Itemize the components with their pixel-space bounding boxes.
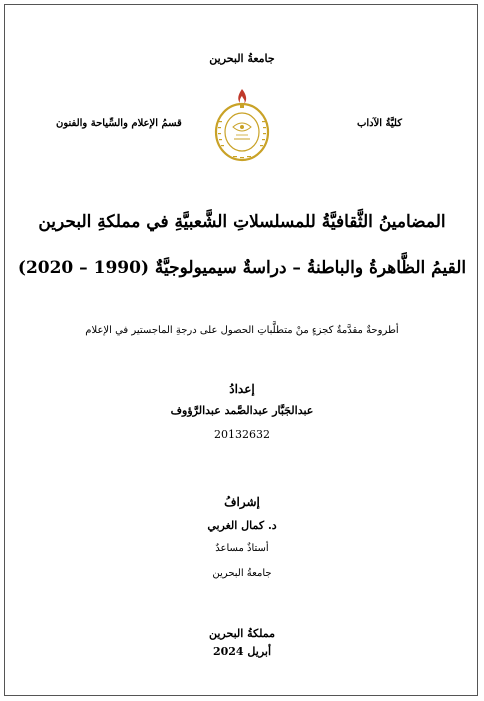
college-name: كليَّةُ الآداب [356,118,402,129]
author-name: عبدالجَبَّار عبدالصَّمد عبدالرَّؤوف [170,404,314,417]
university-name: جامعةُ البحرين [209,52,275,65]
department-name: قسمُ الإعلام والسِّياحة والفنون [56,118,182,129]
submission-date: أبريل 2024 [212,645,272,658]
thesis-title-line-2: القيمُ الظَّاهرةُ والباطنةُ – دراسةٌ سيميولوجيَّةٌ (1990 – 2020) [17,258,467,278]
thesis-statement: أطروحةٌ مقدَّمةٌ كجزءٍ منْ متطلَّباتِ الحصول على درجةِ الماجستير في الإعلام [85,325,399,336]
country-name: مملكةُ البحرين [208,627,276,640]
prepared-by-label: إعدادُ [229,382,255,396]
supervised-by-label: إشرافُ [224,495,260,509]
university-of-bahrain-logo [213,87,271,167]
supervisor-name: د. كمال الغربي [207,519,277,532]
supervisor-rank: أستاذٌ مساعدٌ [215,543,269,554]
student-id: 20132632 [214,428,270,441]
thesis-title-line-1: المضامينُ الثَّقافيَّةُ للمسلسلاتِ الشَّعبيَّةِ في مملكةِ البحرين [38,212,446,232]
supervisor-university: جامعةُ البحرين [212,568,272,579]
